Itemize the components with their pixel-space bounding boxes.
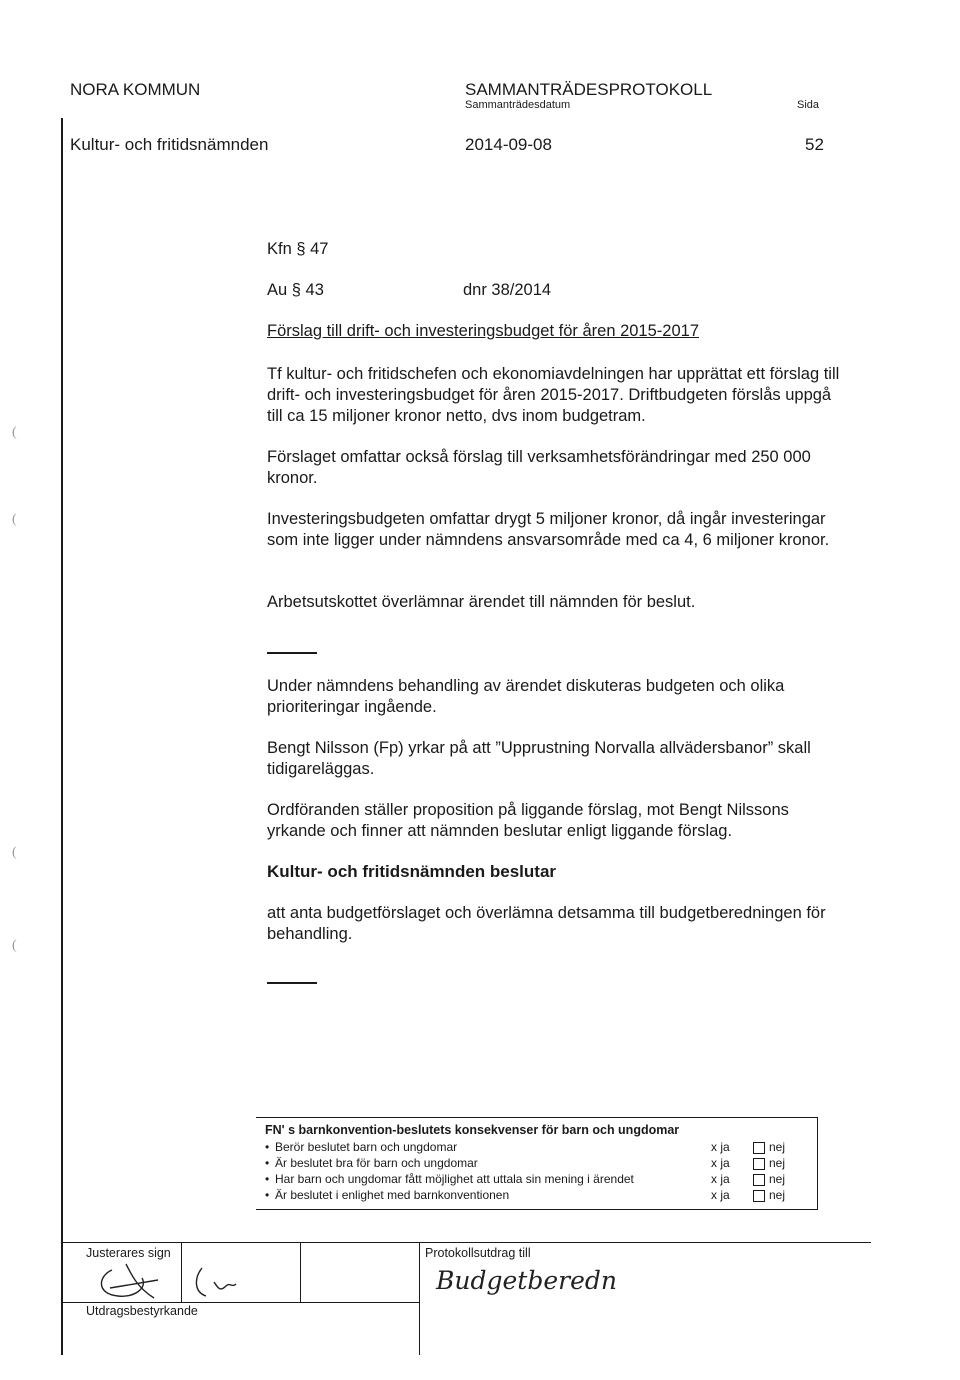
- child-rights-question: Berör beslutet barn och ungdomar: [275, 1140, 458, 1154]
- child-rights-row: [265, 1156, 810, 1172]
- answer-yes: x ja: [711, 1188, 730, 1202]
- margin-mark: (: [12, 425, 17, 440]
- page-label: Sida: [797, 99, 820, 111]
- bullet-icon: •: [265, 1140, 270, 1154]
- handwritten-initials: [90, 1258, 280, 1308]
- answer-yes: x ja: [711, 1156, 730, 1170]
- child-rights-question: Har barn och ungdomar fått möjlighet att uttala sin mening i ärendet: [275, 1172, 634, 1186]
- paragraph-3: Investeringsbudgeten omfattar drygt 5 miljoner kronor, då ingår investeringar som inte ligger under nämndens ansvarsområde med ca 4, 6 miljoner kronor.: [267, 510, 830, 549]
- child-rights-row: [265, 1140, 810, 1156]
- paragraph-6: Bengt Nilsson (Fp) yrkar på att ”Upprustning Norvalla allvädersbanor” skall tidigareläggas.: [267, 739, 811, 778]
- child-rights-row: [265, 1188, 810, 1204]
- paragraph-2: Förslaget omfattar också förslag till verksamhetsförändringar med 250 000 kronor.: [267, 448, 811, 487]
- municipality-name: NORA KOMMUN: [70, 80, 201, 99]
- section-divider: [267, 982, 317, 984]
- margin-mark: (: [12, 845, 17, 860]
- paragraph-5: Under nämndens behandling av ärendet diskuteras budgeten och olika prioriteringar ingående.: [267, 677, 785, 716]
- au-paragraph: Au § 43: [267, 281, 324, 299]
- child-rights-question: Är beslutet bra för barn och ungdomar: [275, 1156, 478, 1170]
- child-rights-title: FN' s barnkonvention-beslutets konsekvenser för barn och ungdomar: [265, 1123, 680, 1137]
- answer-yes: x ja: [711, 1172, 730, 1186]
- decision-text: att anta budgetförslaget och överlämna detsamma till budgetberedningen för behandling.: [267, 904, 826, 943]
- checkbox-icon[interactable]: [753, 1190, 765, 1202]
- initials-label: Justerares sign: [86, 1246, 171, 1260]
- margin-mark: (: [12, 938, 17, 953]
- answer-no: nej: [769, 1172, 786, 1186]
- footer-top-rule: [61, 1242, 871, 1243]
- meeting-date: 2014-09-08: [465, 135, 552, 154]
- bullet-icon: •: [265, 1156, 270, 1170]
- decision-heading: Kultur- och fritidsnämnden beslutar: [267, 862, 557, 881]
- paragraph-4: Arbetsutskottet överlämnar ärendet till nämnden för beslut.: [267, 593, 696, 611]
- checkbox-icon[interactable]: [753, 1142, 765, 1154]
- document-title: SAMMANTRÄDESPROTOKOLL: [465, 80, 713, 99]
- checkbox-icon[interactable]: [753, 1174, 765, 1186]
- checkbox-icon[interactable]: [753, 1158, 765, 1170]
- margin-mark: (: [12, 512, 17, 527]
- diary-number: dnr 38/2014: [463, 281, 552, 299]
- extract-recipient-handwritten: Budgetberedn: [436, 1266, 617, 1295]
- bullet-icon: •: [265, 1188, 270, 1202]
- committee-name: Kultur- och fritidsnämnden: [70, 135, 269, 154]
- answer-no: nej: [769, 1156, 786, 1170]
- answer-no: nej: [769, 1188, 786, 1202]
- footer-divider: [300, 1242, 301, 1302]
- extract-recipient-label: Protokollsutdrag till: [425, 1246, 531, 1260]
- paragraph-7: Ordföranden ställer proposition på liggande förslag, mot Bengt Nilssons yrkande och finner att nämnden beslutar enligt liggande förslag.: [267, 801, 789, 840]
- paragraph-1: Tf kultur- och fritidschefen och ekonomiavdelningen har upprättat ett förslag till drift- och investeringsbudget för åren 2015-2017. Driftbudgeten förslås uppgå till ca 15 miljoner kronor netto, dvs inom budgetram.: [267, 365, 840, 425]
- case-subject: Förslag till drift- och investeringsbudget för åren 2015-2017: [267, 322, 699, 340]
- answer-no: nej: [769, 1140, 786, 1154]
- bullet-icon: •: [265, 1172, 270, 1186]
- certification-label: Utdragsbestyrkande: [86, 1304, 198, 1318]
- child-rights-row: [265, 1172, 810, 1188]
- left-margin-rule: [61, 118, 63, 1355]
- date-label: Sammanträdesdatum: [465, 99, 571, 111]
- section-divider: [267, 652, 317, 654]
- paragraph-number: Kfn § 47: [267, 240, 329, 258]
- child-rights-question: Är beslutet i enlighet med barnkonventionen: [275, 1188, 510, 1202]
- child-rights-box: [256, 1117, 818, 1210]
- answer-yes: x ja: [711, 1140, 730, 1154]
- page-number: 52: [805, 135, 824, 154]
- footer-divider: [419, 1242, 420, 1355]
